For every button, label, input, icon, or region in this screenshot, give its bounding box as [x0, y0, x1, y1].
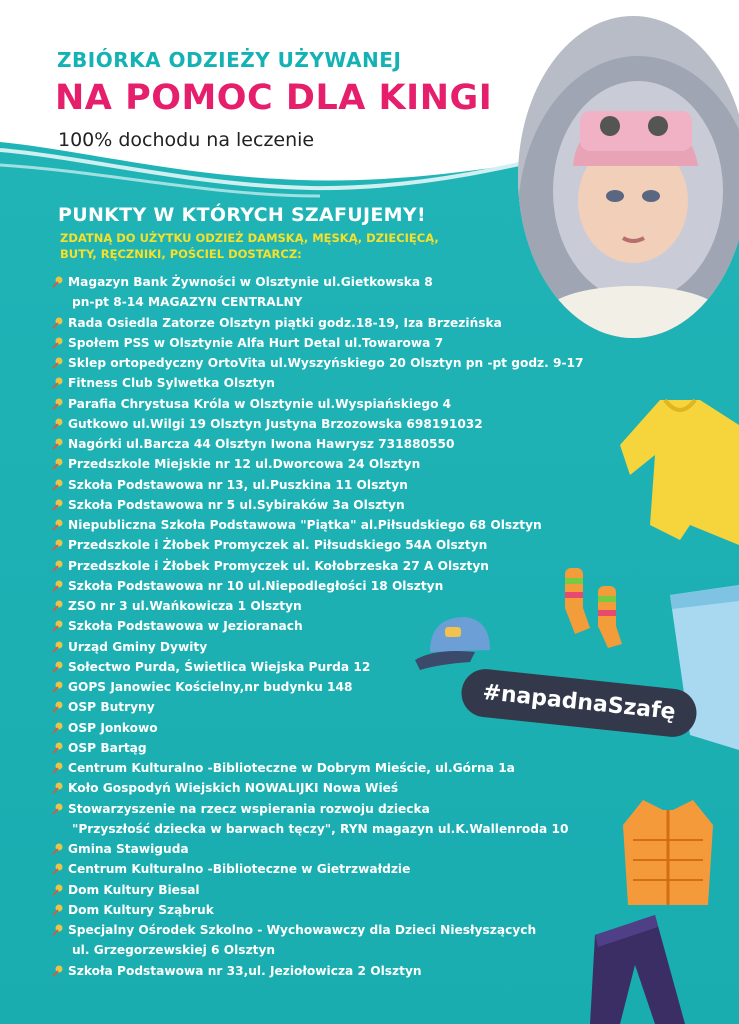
drop-off-point-text: Dom Kultury Biesal: [68, 882, 200, 897]
drop-off-point-text: Sołectwo Purda, Świetlica Wiejska Purda 12: [68, 659, 371, 674]
drop-off-point-text: Stowarzyszenie na rzecz wspierania rozwoju dziecka: [68, 801, 430, 816]
drop-off-point-text: Gutkowo ul.Wilgi 19 Olsztyn Justyna Brzozowska 698191032: [68, 416, 483, 431]
hashtag-badge: #napadnaSzafę: [459, 667, 699, 739]
drop-off-point-text: Przedszkole Miejskie nr 12 ul.Dworcowa 24 Olsztyn: [68, 457, 421, 472]
drop-off-points-list: [52, 272, 612, 981]
drop-off-point: [52, 414, 612, 434]
campaign-tagline: 100% dochodu na leczenie: [58, 129, 315, 151]
pushpin-icon: [52, 499, 64, 511]
drop-off-point: [52, 454, 612, 474]
pushpin-icon: [52, 843, 64, 855]
drop-off-point: [52, 353, 612, 373]
drop-off-point: [52, 535, 612, 555]
pushpin-icon: [52, 681, 64, 693]
pushpin-icon: [52, 418, 64, 430]
drop-off-point: [52, 313, 612, 333]
drop-off-point-text: Parafia Chrystusa Króla w Olsztynie ul.Wyspiańskiego 4: [68, 396, 452, 411]
drop-off-point: [52, 373, 612, 393]
drop-off-point-text: GOPS Janowiec Kościelny,nr budynku 148: [68, 680, 353, 694]
pushpin-icon: [52, 742, 64, 754]
drop-off-point-text: OSP Bartąg: [68, 740, 147, 755]
drop-off-point-text: Gmina Stawiguda: [68, 842, 189, 856]
drop-off-point-text: Nagórki ul.Barcza 44 Olsztyn Iwona Hawrysz 731880550: [68, 437, 455, 451]
drop-off-point-text: Przedszkole i Żłobek Promyczek ul. Kołobrzeska 27 A Olsztyn: [68, 558, 489, 573]
pushpin-icon: [52, 337, 64, 349]
drop-off-point-text: Koło Gospodyń Wiejskich NOWALIJKI Nowa Wieś: [68, 781, 399, 796]
drop-off-point: [52, 637, 612, 657]
pushpin-icon: [52, 803, 64, 815]
drop-off-point: [52, 799, 612, 840]
points-heading: PUNKTY W KTÓRYCH SZAFUJEMY!: [58, 204, 426, 226]
pushpin-icon: [52, 357, 64, 369]
drop-off-point-text: Magazyn Bank Żywności w Olsztynie ul.Gietkowska 8: [68, 275, 433, 289]
points-subheading: ZDATNĄ DO UŻYTKU ODZIEŻ DAMSKĄ, MĘSKĄ, DZIECIĘCĄ, BUTY, RĘCZNIKI, POŚCIEL DOSTARCZ:: [60, 231, 439, 261]
drop-off-point: [52, 859, 612, 879]
pushpin-icon: [52, 600, 64, 612]
drop-off-point: [52, 920, 612, 961]
drop-off-point: [52, 495, 612, 515]
pushpin-icon: [52, 479, 64, 491]
drop-off-point-text: Dom Kultury Sząbruk: [68, 902, 214, 917]
pushpin-icon: [52, 904, 64, 916]
drop-off-point: [52, 839, 612, 859]
drop-off-point-text: ZSO nr 3 ul.Wańkowicza 1 Olsztyn: [68, 599, 302, 613]
pushpin-icon: [52, 519, 64, 531]
pushpin-icon: [52, 560, 64, 572]
pushpin-icon: [52, 398, 64, 410]
pushpin-icon: [52, 782, 64, 794]
pushpin-icon: [52, 276, 64, 288]
drop-off-point-text: Sklep ortopedyczny OrtoVita ul.Wyszyńskiego 20 Olsztyn pn -pt godz. 9-17: [68, 356, 584, 370]
pushpin-icon: [52, 317, 64, 329]
drop-off-point-text: Fitness Club Sylwetka Olsztyn: [68, 376, 275, 391]
drop-off-point: [52, 556, 612, 576]
drop-off-point-text: Rada Osiedla Zatorze Olsztyn piątki godz.18-19, Iza Brzezińska: [68, 315, 502, 330]
pushpin-icon: [52, 924, 64, 936]
drop-off-point: [52, 616, 612, 636]
cap-icon: [415, 612, 495, 672]
drop-off-point-text: Niepubliczna Szkoła Podstawowa "Piątka" al.Piłsudskiego 68 Olsztyn: [68, 518, 542, 532]
pushpin-icon: [52, 620, 64, 632]
pushpin-icon: [52, 701, 64, 713]
drop-off-point-text: Urząd Gminy Dywity: [68, 639, 208, 654]
orange-vest-icon: [618, 795, 718, 910]
pushpin-icon: [52, 863, 64, 875]
drop-off-point-text: Szkoła Podstawowa nr 10 ul.Niepodległości 18 Olsztyn: [68, 578, 444, 593]
campaign-headline: NA POMOC DLA KINGI: [55, 78, 493, 118]
drop-off-point-text: Przedszkole i Żłobek Promyczek al. Piłsudskiego 54A Olsztyn: [68, 538, 488, 553]
drop-off-point: [52, 778, 612, 798]
drop-off-point-text-continued: "Przyszłość dziecka w barwach tęczy", RYN magazyn ul.K.Wallenroda 10: [72, 821, 569, 836]
drop-off-point: [52, 515, 612, 535]
drop-off-point-text-continued: ul. Grzegorzewskiej 6 Olsztyn: [72, 943, 276, 958]
drop-off-point: [52, 272, 612, 313]
drop-off-point-text: Szkoła Podstawowa nr 13, ul.Puszkina 11 Olsztyn: [68, 477, 408, 492]
trousers-icon: [585, 915, 739, 1024]
yellow-sweater-icon: [620, 395, 739, 545]
drop-off-point-text: Szkoła Podstawowa w Jezioranach: [68, 619, 303, 634]
drop-off-point: [52, 475, 612, 495]
socks-icon: [560, 568, 630, 648]
drop-off-point-text: Specjalny Ośrodek Szkolno - Wychowawczy dla Dzieci Niesłyszących: [68, 923, 537, 937]
drop-off-point: [52, 333, 612, 353]
drop-off-point-text-continued: pn-pt 8-14 MAGAZYN CENTRALNY: [72, 295, 303, 310]
pushpin-icon: [52, 458, 64, 470]
drop-off-point-text: Szkoła Podstawowa nr 33,ul. Jeziołowicza 2 Olsztyn: [68, 963, 422, 978]
drop-off-point: [52, 880, 612, 900]
pushpin-icon: [52, 641, 64, 653]
drop-off-point-text: Szkoła Podstawowa nr 5 ul.Sybiraków 3a Olsztyn: [68, 497, 405, 512]
drop-off-point: [52, 576, 612, 596]
drop-off-point: [52, 961, 612, 981]
drop-off-point-text: Centrum Kulturalno -Biblioteczne w Gietrzwałdzie: [68, 862, 411, 877]
drop-off-point-text: OSP Jonkowo: [68, 720, 158, 735]
drop-off-point: [52, 738, 612, 758]
pushpin-icon: [52, 539, 64, 551]
drop-off-point-text: Społem PSS w Olsztynie Alfa Hurt Detal ul.Towarowa 7: [68, 335, 444, 350]
drop-off-point: [52, 900, 612, 920]
drop-off-point-text: OSP Butryny: [68, 700, 155, 715]
pushpin-icon: [52, 661, 64, 673]
pushpin-icon: [52, 722, 64, 734]
campaign-title: ZBIÓRKA ODZIEŻY UŻYWANEJ: [57, 48, 402, 72]
pushpin-icon: [52, 884, 64, 896]
drop-off-point: [52, 596, 612, 616]
pushpin-icon: [52, 965, 64, 977]
pushpin-icon: [52, 580, 64, 592]
drop-off-point: [52, 434, 612, 454]
pushpin-icon: [52, 438, 64, 450]
drop-off-point: [52, 394, 612, 414]
pushpin-icon: [52, 762, 64, 774]
pushpin-icon: [52, 377, 64, 389]
drop-off-point: [52, 758, 612, 778]
drop-off-point-text: Centrum Kulturalno -Biblioteczne w Dobrym Mieście, ul.Górna 1a: [68, 761, 515, 775]
